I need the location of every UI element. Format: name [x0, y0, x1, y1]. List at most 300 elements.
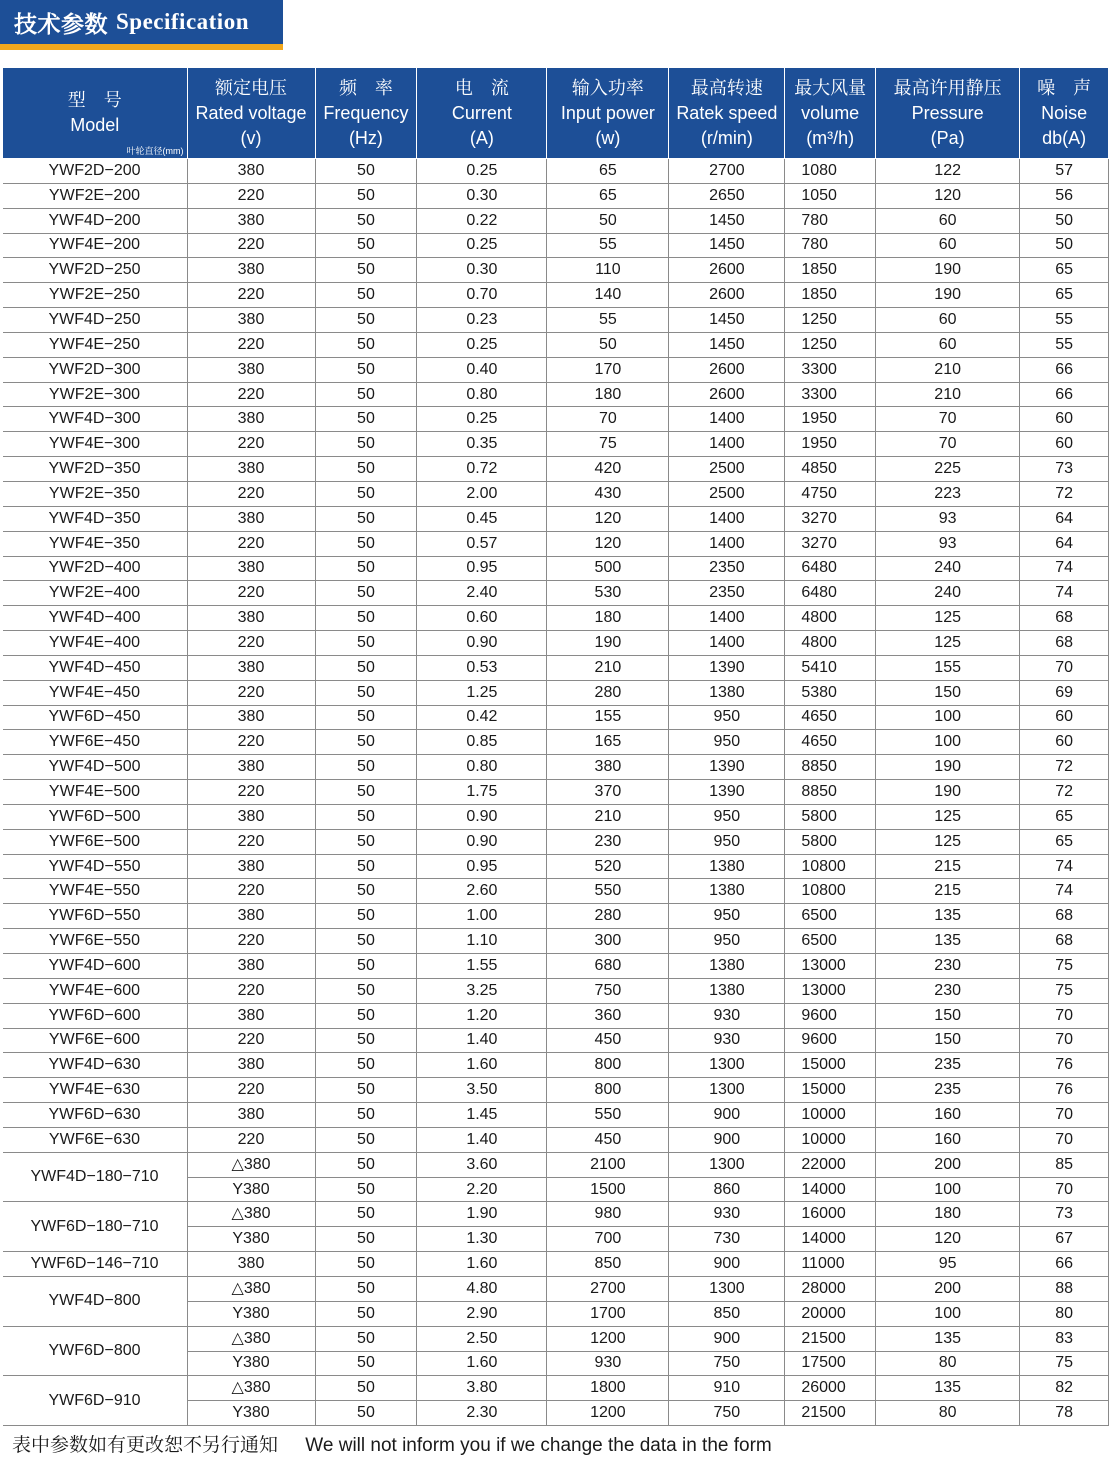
cell-power: 140	[547, 283, 669, 308]
cell-frequency: 50	[315, 978, 417, 1003]
cell-frequency: 50	[315, 1028, 417, 1053]
cell-volume: 780	[785, 208, 876, 233]
cell-model: YWF6D−800	[3, 1326, 188, 1376]
cell-frequency: 50	[315, 829, 417, 854]
cell-frequency: 50	[315, 481, 417, 506]
cell-noise: 50	[1020, 208, 1109, 233]
cell-current: 1.30	[417, 1227, 547, 1252]
cell-noise: 75	[1020, 978, 1109, 1003]
cell-model: YWF6E−450	[3, 730, 188, 755]
cell-voltage: 380	[187, 1103, 315, 1128]
table-row	[3, 332, 1109, 357]
cell-power: 380	[547, 755, 669, 780]
table-row	[3, 804, 1109, 829]
cell-voltage: 380	[187, 258, 315, 283]
cell-volume: 4800	[785, 606, 876, 631]
cell-pressure: 190	[876, 755, 1020, 780]
cell-speed: 1380	[669, 954, 785, 979]
cell-volume: 13000	[785, 978, 876, 1003]
cell-pressure: 210	[876, 382, 1020, 407]
table-row	[3, 1078, 1109, 1103]
table-row	[3, 978, 1109, 1003]
cell-pressure: 100	[876, 730, 1020, 755]
table-row	[3, 954, 1109, 979]
cell-speed: 1400	[669, 631, 785, 656]
cell-current: 1.45	[417, 1103, 547, 1128]
footer-note-en: We will not inform you if we change the data in the form	[305, 1435, 772, 1456]
cell-model: YWF4D−200	[3, 208, 188, 233]
cell-noise: 73	[1020, 457, 1109, 482]
cell-model: YWF6D−146−710	[3, 1252, 188, 1277]
cell-volume: 3270	[785, 531, 876, 556]
cell-frequency: 50	[315, 655, 417, 680]
cell-pressure: 230	[876, 954, 1020, 979]
cell-current: 0.80	[417, 755, 547, 780]
cell-power: 55	[547, 233, 669, 258]
cell-volume: 10800	[785, 879, 876, 904]
cell-speed: 2350	[669, 556, 785, 581]
cell-power: 680	[547, 954, 669, 979]
cell-volume: 10000	[785, 1103, 876, 1128]
cell-voltage: 220	[187, 581, 315, 606]
table-row	[3, 1326, 1109, 1351]
cell-voltage: 380	[187, 904, 315, 929]
cell-pressure: 60	[876, 233, 1020, 258]
cell-volume: 16000	[785, 1202, 876, 1227]
cell-voltage: 220	[187, 332, 315, 357]
cell-current: 0.95	[417, 556, 547, 581]
cell-noise: 60	[1020, 407, 1109, 432]
cell-speed: 1380	[669, 854, 785, 879]
cell-pressure: 93	[876, 531, 1020, 556]
cell-pressure: 125	[876, 804, 1020, 829]
cell-volume: 3300	[785, 382, 876, 407]
cell-pressure: 200	[876, 1152, 1020, 1177]
cell-noise: 68	[1020, 606, 1109, 631]
cell-current: 0.70	[417, 283, 547, 308]
cell-speed: 1400	[669, 531, 785, 556]
table-row	[3, 233, 1109, 258]
cell-frequency: 50	[315, 705, 417, 730]
cell-power: 70	[547, 407, 669, 432]
table-row	[3, 407, 1109, 432]
cell-speed: 860	[669, 1177, 785, 1202]
cell-frequency: 50	[315, 283, 417, 308]
cell-pressure: 215	[876, 879, 1020, 904]
cell-voltage: 380	[187, 1053, 315, 1078]
cell-speed: 1400	[669, 407, 785, 432]
cell-frequency: 50	[315, 1401, 417, 1426]
table-row	[3, 183, 1109, 208]
cell-model: YWF4D−450	[3, 655, 188, 680]
cell-frequency: 50	[315, 680, 417, 705]
cell-speed: 1300	[669, 1276, 785, 1301]
cell-speed: 950	[669, 904, 785, 929]
cell-pressure: 223	[876, 481, 1020, 506]
cell-frequency: 50	[315, 183, 417, 208]
cell-noise: 60	[1020, 730, 1109, 755]
cell-power: 530	[547, 581, 669, 606]
cell-power: 65	[547, 183, 669, 208]
cell-volume: 1050	[785, 183, 876, 208]
cell-power: 520	[547, 854, 669, 879]
title-bar	[0, 0, 283, 44]
table-row	[3, 606, 1109, 631]
cell-noise: 55	[1020, 308, 1109, 333]
cell-current: 0.60	[417, 606, 547, 631]
cell-current: 1.40	[417, 1028, 547, 1053]
cell-power: 120	[547, 531, 669, 556]
cell-speed: 2600	[669, 283, 785, 308]
spec-table	[2, 67, 1109, 1426]
cell-frequency: 50	[315, 258, 417, 283]
footer-note-cn: 表中参数如有更改恕不另行通知	[12, 1435, 279, 1456]
cell-current: 0.30	[417, 183, 547, 208]
cell-noise: 50	[1020, 233, 1109, 258]
cell-model: YWF4D−180−710	[3, 1152, 188, 1202]
cell-volume: 22000	[785, 1152, 876, 1177]
cell-model: YWF6E−500	[3, 829, 188, 854]
cell-noise: 88	[1020, 1276, 1109, 1301]
cell-model: YWF4D−500	[3, 755, 188, 780]
table-row	[3, 755, 1109, 780]
cell-speed: 900	[669, 1252, 785, 1277]
cell-noise: 82	[1020, 1376, 1109, 1401]
impeller-diameter-note: 叶轮直径(mm)	[126, 146, 184, 156]
cell-volume: 1950	[785, 432, 876, 457]
cell-frequency: 50	[315, 1351, 417, 1376]
table-row	[3, 1276, 1109, 1301]
cell-current: 0.25	[417, 332, 547, 357]
cell-speed: 930	[669, 1028, 785, 1053]
cell-current: 2.30	[417, 1401, 547, 1426]
cell-current: 0.90	[417, 804, 547, 829]
cell-voltage: 380	[187, 556, 315, 581]
cell-speed: 950	[669, 829, 785, 854]
cell-voltage: 220	[187, 978, 315, 1003]
cell-noise: 83	[1020, 1326, 1109, 1351]
cell-pressure: 95	[876, 1252, 1020, 1277]
cell-power: 170	[547, 357, 669, 382]
cell-noise: 68	[1020, 904, 1109, 929]
cell-power: 370	[547, 780, 669, 805]
cell-pressure: 190	[876, 283, 1020, 308]
cell-pressure: 80	[876, 1351, 1020, 1376]
cell-volume: 6480	[785, 581, 876, 606]
cell-frequency: 50	[315, 1301, 417, 1326]
cell-speed: 930	[669, 1003, 785, 1028]
cell-power: 120	[547, 506, 669, 531]
cell-volume: 28000	[785, 1276, 876, 1301]
cell-volume: 4650	[785, 705, 876, 730]
cell-frequency: 50	[315, 1053, 417, 1078]
cell-speed: 750	[669, 1401, 785, 1426]
cell-voltage: 220	[187, 1127, 315, 1152]
cell-current: 1.90	[417, 1202, 547, 1227]
cell-volume: 4750	[785, 481, 876, 506]
cell-current: 1.55	[417, 954, 547, 979]
cell-pressure: 122	[876, 159, 1020, 184]
cell-volume: 4650	[785, 730, 876, 755]
cell-frequency: 50	[315, 1103, 417, 1128]
cell-voltage: 220	[187, 780, 315, 805]
cell-volume: 14000	[785, 1177, 876, 1202]
cell-pressure: 230	[876, 978, 1020, 1003]
cell-voltage: 380	[187, 755, 315, 780]
cell-model: YWF4D−600	[3, 954, 188, 979]
cell-power: 930	[547, 1351, 669, 1376]
cell-pressure: 60	[876, 332, 1020, 357]
cell-current: 2.50	[417, 1326, 547, 1351]
cell-pressure: 240	[876, 581, 1020, 606]
cell-volume: 5380	[785, 680, 876, 705]
cell-current: 1.00	[417, 904, 547, 929]
cell-power: 190	[547, 631, 669, 656]
cell-noise: 69	[1020, 680, 1109, 705]
cell-power: 550	[547, 879, 669, 904]
cell-volume: 1250	[785, 332, 876, 357]
cell-power: 155	[547, 705, 669, 730]
cell-frequency: 50	[315, 730, 417, 755]
cell-frequency: 50	[315, 581, 417, 606]
cell-model: YWF4D−630	[3, 1053, 188, 1078]
cell-current: 1.75	[417, 780, 547, 805]
cell-pressure: 135	[876, 929, 1020, 954]
cell-speed: 1300	[669, 1152, 785, 1177]
table-row	[3, 1103, 1109, 1128]
cell-frequency: 50	[315, 1177, 417, 1202]
cell-model: YWF4E−400	[3, 631, 188, 656]
cell-volume: 26000	[785, 1376, 876, 1401]
cell-model: YWF2E−250	[3, 283, 188, 308]
cell-speed: 950	[669, 705, 785, 730]
cell-volume: 21500	[785, 1401, 876, 1426]
cell-model: YWF6D−180−710	[3, 1202, 188, 1252]
cell-pressure: 135	[876, 1326, 1020, 1351]
cell-frequency: 50	[315, 208, 417, 233]
cell-current: 1.40	[417, 1127, 547, 1152]
header-power: 输入功率 Input power (w)	[547, 68, 669, 159]
header-volume: 最大风量 volume (m³/h)	[785, 68, 876, 159]
cell-model: YWF4E−200	[3, 233, 188, 258]
cell-model: YWF4D−400	[3, 606, 188, 631]
cell-frequency: 50	[315, 780, 417, 805]
cell-current: 1.25	[417, 680, 547, 705]
cell-voltage: △380	[187, 1202, 315, 1227]
cell-power: 450	[547, 1127, 669, 1152]
cell-noise: 65	[1020, 258, 1109, 283]
cell-power: 280	[547, 904, 669, 929]
cell-pressure: 125	[876, 829, 1020, 854]
cell-noise: 76	[1020, 1078, 1109, 1103]
cell-voltage: 220	[187, 233, 315, 258]
cell-volume: 6480	[785, 556, 876, 581]
cell-noise: 74	[1020, 854, 1109, 879]
cell-volume: 11000	[785, 1252, 876, 1277]
cell-voltage: Y380	[187, 1301, 315, 1326]
cell-speed: 1450	[669, 208, 785, 233]
cell-frequency: 50	[315, 1202, 417, 1227]
cell-speed: 1400	[669, 506, 785, 531]
table-row	[3, 556, 1109, 581]
footer-note	[12, 1430, 772, 1457]
cell-voltage: 220	[187, 879, 315, 904]
cell-current: 0.22	[417, 208, 547, 233]
cell-speed: 2700	[669, 159, 785, 184]
cell-volume: 780	[785, 233, 876, 258]
cell-pressure: 150	[876, 1003, 1020, 1028]
cell-model: YWF6D−550	[3, 904, 188, 929]
cell-model: YWF4E−600	[3, 978, 188, 1003]
cell-pressure: 160	[876, 1103, 1020, 1128]
cell-pressure: 150	[876, 680, 1020, 705]
cell-pressure: 190	[876, 780, 1020, 805]
cell-voltage: 220	[187, 432, 315, 457]
section-title	[0, 0, 285, 52]
cell-volume: 14000	[785, 1227, 876, 1252]
cell-pressure: 215	[876, 854, 1020, 879]
cell-power: 420	[547, 457, 669, 482]
cell-noise: 74	[1020, 581, 1109, 606]
cell-voltage: 380	[187, 1252, 315, 1277]
cell-power: 165	[547, 730, 669, 755]
table-row	[3, 854, 1109, 879]
cell-speed: 1390	[669, 780, 785, 805]
cell-noise: 56	[1020, 183, 1109, 208]
cell-current: 4.80	[417, 1276, 547, 1301]
cell-noise: 65	[1020, 829, 1109, 854]
cell-speed: 1400	[669, 432, 785, 457]
header-voltage: 额定电压 Rated voltage (v)	[187, 68, 315, 159]
cell-speed: 1400	[669, 606, 785, 631]
cell-frequency: 50	[315, 531, 417, 556]
title-accent-bar	[0, 44, 283, 50]
cell-frequency: 50	[315, 1127, 417, 1152]
cell-noise: 67	[1020, 1227, 1109, 1252]
cell-noise: 85	[1020, 1152, 1109, 1177]
table-row	[3, 1127, 1109, 1152]
cell-noise: 66	[1020, 382, 1109, 407]
cell-frequency: 50	[315, 308, 417, 333]
cell-pressure: 100	[876, 1177, 1020, 1202]
table-row	[3, 159, 1109, 184]
cell-model: YWF4E−300	[3, 432, 188, 457]
cell-frequency: 50	[315, 606, 417, 631]
cell-voltage: 220	[187, 730, 315, 755]
cell-model: YWF6E−630	[3, 1127, 188, 1152]
cell-voltage: 220	[187, 183, 315, 208]
cell-power: 360	[547, 1003, 669, 1028]
cell-power: 1200	[547, 1401, 669, 1426]
cell-frequency: 50	[315, 854, 417, 879]
cell-volume: 13000	[785, 954, 876, 979]
cell-voltage: 380	[187, 308, 315, 333]
cell-pressure: 120	[876, 183, 1020, 208]
cell-power: 980	[547, 1202, 669, 1227]
cell-pressure: 100	[876, 1301, 1020, 1326]
header-pressure: 最高许用静压 Pressure (Pa)	[876, 68, 1020, 159]
cell-volume: 17500	[785, 1351, 876, 1376]
cell-volume: 15000	[785, 1078, 876, 1103]
cell-power: 800	[547, 1053, 669, 1078]
cell-power: 50	[547, 332, 669, 357]
cell-current: 0.57	[417, 531, 547, 556]
cell-voltage: 380	[187, 457, 315, 482]
cell-model: YWF6E−600	[3, 1028, 188, 1053]
cell-voltage: 380	[187, 159, 315, 184]
cell-volume: 5410	[785, 655, 876, 680]
cell-volume: 1080	[785, 159, 876, 184]
cell-model: YWF2D−300	[3, 357, 188, 382]
cell-speed: 730	[669, 1227, 785, 1252]
cell-frequency: 50	[315, 1326, 417, 1351]
table-row	[3, 829, 1109, 854]
cell-power: 210	[547, 804, 669, 829]
cell-speed: 2500	[669, 457, 785, 482]
cell-power: 500	[547, 556, 669, 581]
cell-frequency: 50	[315, 755, 417, 780]
cell-current: 0.25	[417, 233, 547, 258]
table-row	[3, 1152, 1109, 1177]
cell-voltage: 220	[187, 531, 315, 556]
cell-voltage: 380	[187, 506, 315, 531]
cell-voltage: 380	[187, 655, 315, 680]
cell-power: 180	[547, 382, 669, 407]
cell-power: 180	[547, 606, 669, 631]
cell-model: YWF2D−250	[3, 258, 188, 283]
cell-model: YWF4D−800	[3, 1276, 188, 1326]
cell-power: 210	[547, 655, 669, 680]
cell-pressure: 180	[876, 1202, 1020, 1227]
cell-noise: 73	[1020, 1202, 1109, 1227]
cell-frequency: 50	[315, 879, 417, 904]
header-frequency: 频 率 Frequency (Hz)	[315, 68, 417, 159]
table-row	[3, 258, 1109, 283]
cell-frequency: 50	[315, 159, 417, 184]
cell-noise: 55	[1020, 332, 1109, 357]
table-row	[3, 1028, 1109, 1053]
cell-pressure: 93	[876, 506, 1020, 531]
cell-power: 230	[547, 829, 669, 854]
cell-model: YWF4E−450	[3, 680, 188, 705]
cell-volume: 5800	[785, 829, 876, 854]
cell-volume: 4800	[785, 631, 876, 656]
cell-noise: 75	[1020, 954, 1109, 979]
cell-voltage: Y380	[187, 1177, 315, 1202]
cell-voltage: Y380	[187, 1351, 315, 1376]
table-row	[3, 680, 1109, 705]
cell-power: 280	[547, 680, 669, 705]
cell-speed: 2500	[669, 481, 785, 506]
cell-model: YWF2E−300	[3, 382, 188, 407]
cell-frequency: 50	[315, 1276, 417, 1301]
cell-pressure: 240	[876, 556, 1020, 581]
cell-model: YWF6D−910	[3, 1376, 188, 1426]
cell-voltage: △380	[187, 1376, 315, 1401]
cell-pressure: 125	[876, 606, 1020, 631]
table-row	[3, 904, 1109, 929]
cell-noise: 70	[1020, 1177, 1109, 1202]
title-cn: 技术参数	[14, 11, 108, 37]
cell-model: YWF4D−550	[3, 854, 188, 879]
cell-power: 430	[547, 481, 669, 506]
table-header	[3, 68, 1109, 159]
cell-noise: 72	[1020, 780, 1109, 805]
cell-pressure: 70	[876, 407, 1020, 432]
cell-current: 2.90	[417, 1301, 547, 1326]
table-row	[3, 1252, 1109, 1277]
cell-noise: 60	[1020, 705, 1109, 730]
